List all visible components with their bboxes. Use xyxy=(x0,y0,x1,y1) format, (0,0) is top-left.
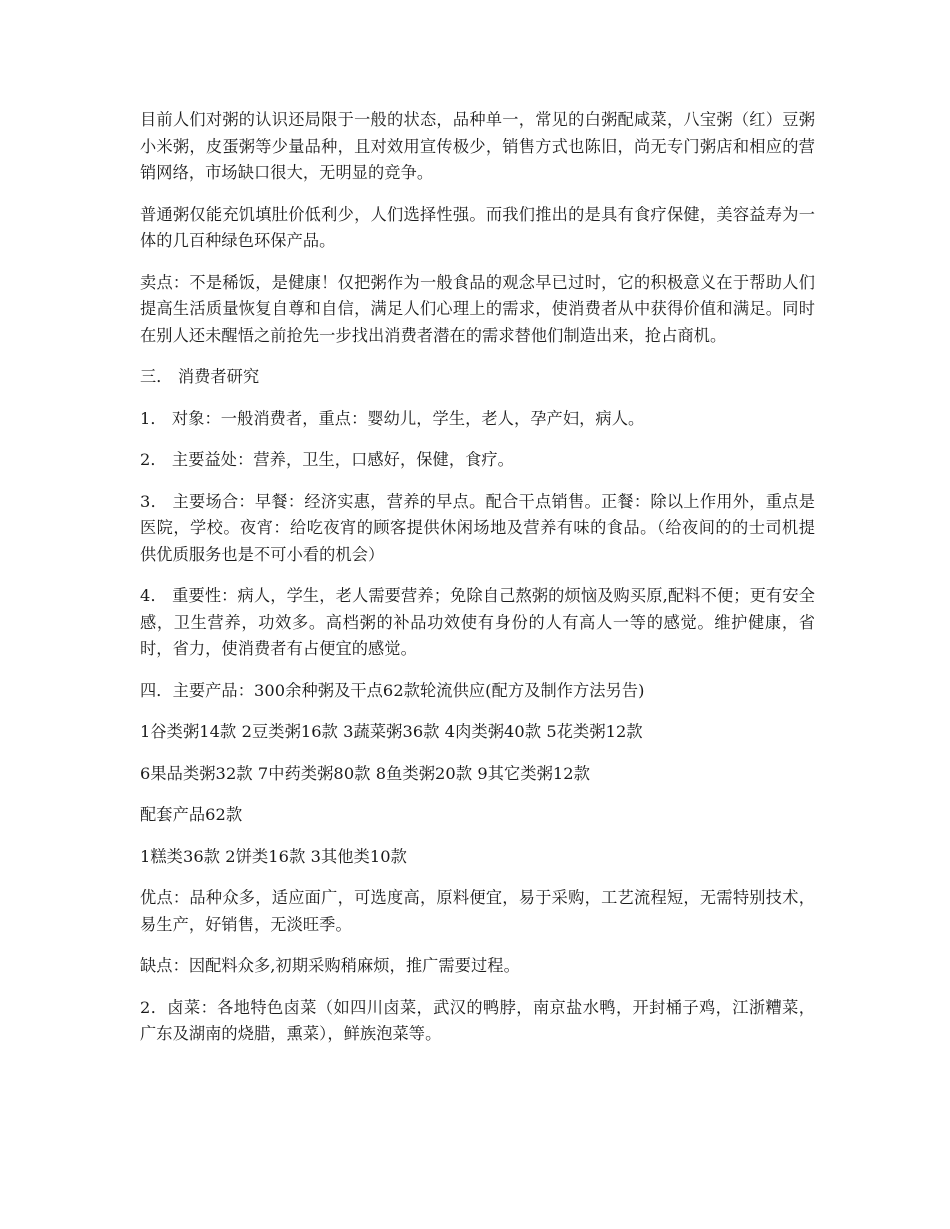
paragraph-snack-categories: 1糕类36款 2饼类16款 3其他类10款 xyxy=(140,846,407,866)
paragraph-main-occasions: 3． 主要场合：早餐：经济实惠，营养的早点。配合干点销售。正餐：除以上作用外，重点是医院，学校。夜宵：给吃夜宵的顾客提供休闲场地及营养有味的食品。（给夜间的的士司机提供优质服务也是不可小看的机会） xyxy=(140,491,815,564)
paragraph-selling-point: 卖点：不是稀饭，是健康！仅把粥作为一般食品的观念早已过时，它的积极意义在于帮助人们提高生活质量恢复自尊和自信，满足人们心理上的需求，使消费者从中获得价值和满足。同时在别人还未醒悟之前抢先一步找出消费者潜在的需求替他们制造出来，抢占商机。 xyxy=(140,272,815,345)
paragraph-importance: 4． 重要性：病人，学生，老人需要营养；免除自己熬粥的烦恼及购买原,配料不便；更有安全感，卫生营养，功效多。高档粥的补品功效使有身份的人有高人一等的感觉。维护健康，省时，省力，使消费者有占便宜的感觉。 xyxy=(140,586,815,658)
paragraph-advantages: 优点：品种众多，适应面广，可选度高，原料便宜，易于采购，工艺流程短，无需特别技术，易生产，好销售，无淡旺季。 xyxy=(140,888,815,934)
section-heading-consumer-research: 三． 消费者研究 xyxy=(140,367,260,386)
paragraph-porridge-categories-2: 6果品类粥32款 7中药类粥80款 8鱼类粥20款 9其它类粥12款 xyxy=(140,763,590,783)
paragraph-disadvantages: 缺点：因配料众多,初期采购稍麻烦，推广需要过程。 xyxy=(140,956,520,975)
paragraph-target-consumers: 1． 对象：一般消费者，重点：婴幼儿，学生，老人，孕产妇，病人。 xyxy=(140,408,645,428)
paragraph-porridge-categories-1: 1谷类粥14款 2豆类粥16款 3蔬菜粥36款 4肉类粥40款 5花类粥12款 xyxy=(140,722,643,741)
paragraph-braised-dishes: 2．卤菜：各地特色卤菜（如四川卤菜，武汉的鸭脖，南京盐水鸭，开封桶子鸡，江浙糟菜，广东及湖南的烧腊，熏菜），鲜族泡菜等。 xyxy=(140,997,815,1043)
paragraph-supporting-products: 配套产品62款 xyxy=(140,805,243,824)
paragraph-market-status: 目前人们对粥的认识还局限于一般的状态，品种单一，常见的白粥配咸菜，八宝粥（红）豆粥小米粥，皮蛋粥等少量品种，且对效用宣传极少，销售方式也陈旧，尚无专门粥店和相应的营销网络，市场缺口很大，无明显的竞争。 xyxy=(140,110,815,182)
section-heading-main-products: 四．主要产品：300余种粥及干点62款轮流供应(配方及制作方法另告) xyxy=(140,680,645,700)
document-body xyxy=(140,107,815,1063)
paragraph-main-benefits: 2． 主要益处：营养，卫生，口感好，保健，食疗。 xyxy=(140,450,514,469)
paragraph-product-positioning: 普通粥仅能充饥填肚价低利少，人们选择性强。而我们推出的是具有食疗保健，美容益寿为一体的几百种绿色环保产品。 xyxy=(140,204,815,250)
